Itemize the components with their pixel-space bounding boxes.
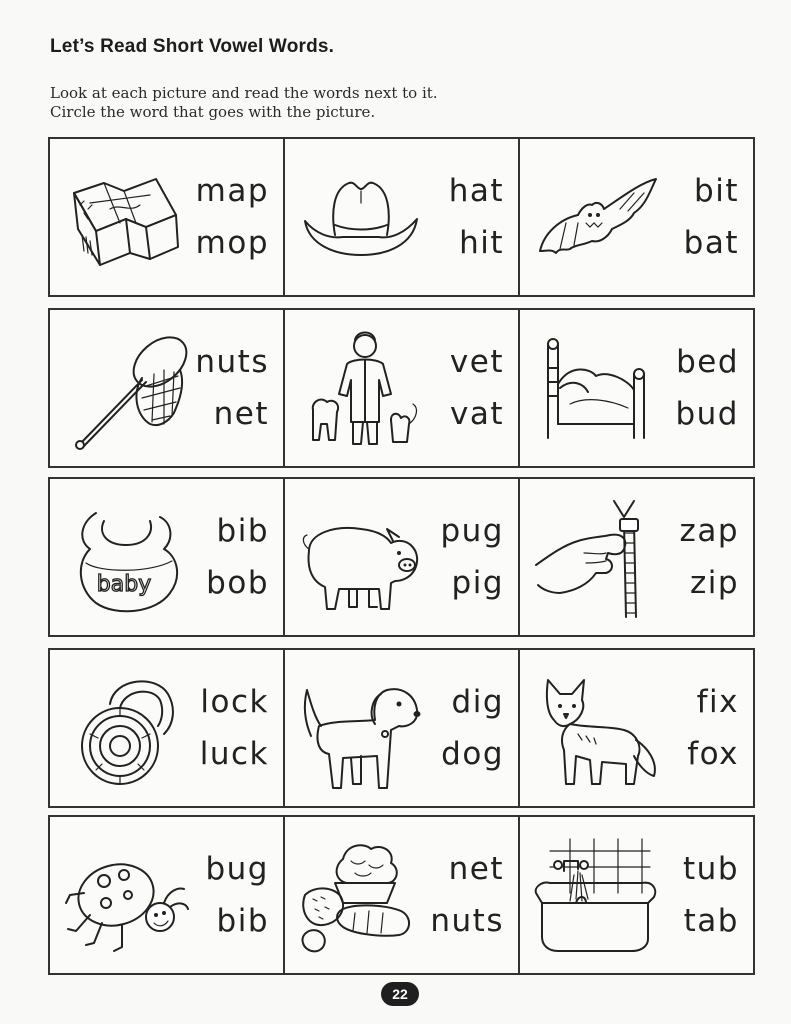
exercise-cell-tub — [520, 817, 753, 973]
exercise-cell-bib — [50, 479, 285, 635]
word-option[interactable]: bud — [675, 396, 739, 432]
word-choices — [683, 843, 739, 947]
word-choices — [675, 336, 739, 440]
word-option[interactable]: bob — [206, 565, 269, 601]
word-option[interactable]: hat — [448, 173, 504, 209]
word-option[interactable]: vat — [450, 396, 504, 432]
exercise-cell-bug — [50, 817, 285, 973]
exercise-row-5 — [48, 815, 755, 975]
word-option[interactable]: map — [195, 173, 269, 209]
exercise-cell-net — [50, 310, 285, 466]
exercise-cell-hat — [285, 139, 520, 295]
word-option[interactable]: net — [213, 396, 269, 432]
pig-icon — [295, 493, 425, 619]
exercise-cell-pig — [285, 479, 520, 635]
svg-text:baby: baby — [96, 572, 152, 597]
fox-icon — [530, 664, 660, 790]
exercise-cell-fox — [520, 650, 753, 806]
veterinarian-icon — [295, 324, 425, 450]
instruction-line-1: Look at each picture and read the words next to it. — [50, 84, 438, 102]
word-choices — [440, 505, 504, 609]
exercise-row-2 — [48, 308, 755, 468]
word-option[interactable]: dog — [441, 736, 504, 772]
word-option[interactable]: mop — [195, 225, 269, 261]
word-choices — [206, 505, 269, 609]
word-choices — [195, 336, 269, 440]
word-choices — [450, 336, 504, 440]
exercise-row-4 — [48, 648, 755, 808]
word-option[interactable]: zip — [689, 565, 739, 601]
word-choices — [205, 843, 269, 947]
word-choices — [441, 676, 504, 780]
exercise-cell-vet — [285, 310, 520, 466]
instructions — [50, 84, 610, 122]
word-choices — [687, 676, 739, 780]
word-option[interactable]: fix — [696, 684, 739, 720]
word-option[interactable]: vet — [449, 344, 504, 380]
exercise-cell-nuts — [285, 817, 520, 973]
zipper-icon — [530, 493, 660, 619]
page-number-badge: 22 — [381, 982, 419, 1006]
word-option[interactable]: bed — [676, 344, 739, 380]
combination-lock-icon — [60, 664, 190, 790]
exercise-cell-bed — [520, 310, 753, 466]
word-option[interactable]: zap — [679, 513, 739, 549]
word-option[interactable]: lock — [200, 684, 269, 720]
bathtub-icon — [530, 831, 660, 957]
word-choices — [200, 676, 269, 780]
map-icon — [60, 153, 190, 279]
dog-icon — [295, 664, 425, 790]
instruction-line-2: Circle the word that goes with the picture. — [50, 103, 376, 121]
word-option[interactable]: tab — [683, 903, 739, 939]
word-option[interactable]: pig — [451, 565, 504, 601]
exercise-row-1 — [48, 137, 755, 297]
exercise-cell-bat — [520, 139, 753, 295]
exercise-cell-lock — [50, 650, 285, 806]
word-option[interactable]: hit — [459, 225, 504, 261]
word-option[interactable]: nuts — [195, 344, 269, 380]
cowboy-hat-icon — [295, 153, 425, 279]
word-option[interactable]: bib — [216, 903, 269, 939]
word-option[interactable]: nuts — [430, 903, 504, 939]
exercise-cell-dog — [285, 650, 520, 806]
word-option[interactable]: bug — [205, 851, 269, 887]
exercise-cell-zip — [520, 479, 753, 635]
word-option[interactable]: luck — [199, 736, 269, 772]
word-choices — [430, 843, 504, 947]
baby-bib-icon — [60, 493, 190, 619]
word-choices — [449, 165, 504, 269]
bat-icon — [530, 153, 660, 279]
word-option[interactable]: bit — [694, 173, 739, 209]
butterfly-net-icon — [60, 324, 190, 450]
ladybug-icon — [60, 831, 190, 957]
exercise-row-3 — [48, 477, 755, 637]
word-option[interactable]: net — [448, 851, 504, 887]
word-option[interactable]: fox — [687, 736, 739, 772]
nuts-icon — [295, 831, 425, 957]
word-option[interactable]: dig — [451, 684, 504, 720]
word-option[interactable]: pug — [440, 513, 504, 549]
exercise-cell-map — [50, 139, 285, 295]
word-option[interactable]: tub — [683, 851, 739, 887]
worksheet-title: Let’s Read Short Vowel Words. — [50, 36, 335, 57]
word-choices — [680, 505, 739, 609]
word-choices — [684, 165, 739, 269]
word-choices — [196, 165, 269, 269]
word-option[interactable]: bib — [216, 513, 269, 549]
word-option[interactable]: bat — [683, 225, 739, 261]
bed-icon — [530, 324, 660, 450]
